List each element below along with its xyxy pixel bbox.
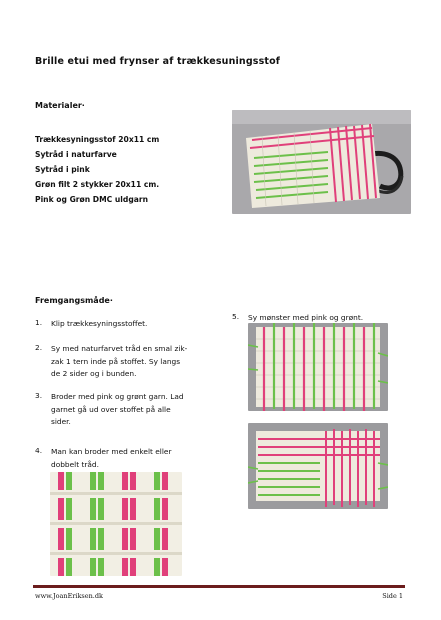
step-number: 1.	[35, 318, 43, 327]
material-item: Sytråd i pink	[35, 165, 90, 174]
step-text: Klip trækkesyningsstoffet.	[51, 319, 148, 328]
procedure-heading: Fremgangsmåde·	[35, 296, 113, 305]
step-text: Man kan broder med enkelt eller dobbelt tråd.	[51, 447, 172, 469]
footer-website: www.JoanEriksen.dk	[35, 592, 103, 600]
pattern-photo-1	[248, 323, 388, 411]
step-text: Sy mønster med pink og grønt.	[248, 313, 364, 322]
finished-case-photo	[232, 110, 411, 214]
material-item: Sytråd i naturfarve	[35, 150, 117, 159]
step-number: 3.	[35, 391, 43, 400]
step-text: Broder med pink og grønt garn. Lad garnet gå ud over stoffet på alle sider.	[51, 392, 184, 426]
step-number: 4.	[35, 446, 43, 455]
step-text: Sy med naturfarvet tråd en smal zik-zak 1 tern inde på stoffet. Sy langs de 2 sider og i bunden.	[51, 344, 188, 378]
footer-page-number: Side 1	[382, 592, 403, 600]
embroidery-closeup-photo	[50, 472, 182, 576]
footer-rule	[33, 585, 405, 588]
step-number: 2.	[35, 343, 43, 352]
material-item: Grøn filt 2 stykker 20x11 cm.	[35, 180, 160, 189]
material-item: Trækkesyningsstof 20x11 cm	[35, 135, 160, 144]
pattern-photo-2	[248, 423, 388, 509]
step-number: 5.	[232, 312, 240, 321]
material-item: Pink og Grøn DMC uldgarn	[35, 195, 149, 204]
page-title: Brille etui med frynser af trækkesuningsstof	[35, 56, 281, 67]
materials-heading: Materialer·	[35, 101, 85, 110]
